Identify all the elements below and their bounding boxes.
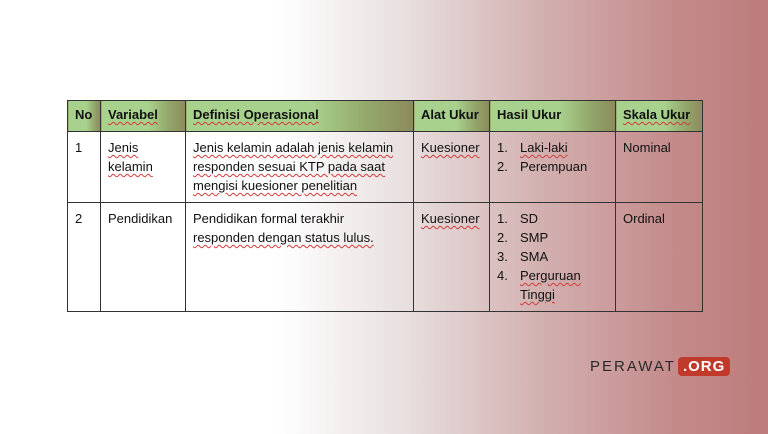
- cell-no: 2: [68, 203, 101, 312]
- list-item: 3. SMA: [497, 249, 549, 264]
- hasil-list: [497, 138, 609, 176]
- logo-text: PERAWAT: [590, 358, 676, 375]
- cell-hasil-ukur: [490, 132, 616, 203]
- cell-alat-ukur: Kuesioner: [414, 132, 490, 203]
- cell-hasil-ukur: [490, 203, 616, 312]
- header-no: No: [68, 101, 101, 132]
- list-item: 1. Laki-laki: [497, 140, 568, 155]
- logo-badge: .ORG: [678, 357, 730, 376]
- cell-variabel: Jenis kelamin: [101, 132, 186, 203]
- list-item: 2. SMP: [497, 230, 549, 245]
- cell-no: 1: [68, 132, 101, 203]
- table-header-row: [68, 101, 703, 132]
- header-alat-ukur: Alat Ukur: [414, 101, 490, 132]
- site-logo[interactable]: [590, 357, 730, 376]
- cell-alat-ukur: Kuesioner: [414, 203, 490, 312]
- hasil-list: [497, 209, 609, 304]
- header-definisi-operasional: Definisi Operasional: [186, 101, 414, 132]
- header-variabel: Variabel: [101, 101, 186, 132]
- cell-variabel: Pendidikan: [101, 203, 186, 312]
- list-item: 4. Perguruan Tinggi: [497, 268, 581, 302]
- list-item: 1. SD: [497, 211, 539, 226]
- cell-definisi: Pendidikan formal terakhir responden dengan status lulus.: [186, 203, 414, 312]
- header-skala-ukur: Skala Ukur: [616, 101, 703, 132]
- cell-definisi: Jenis kelamin adalah jenis kelamin responden sesuai KTP pada saat mengisi kuesioner penelitian: [186, 132, 414, 203]
- cell-skala-ukur: Nominal: [616, 132, 703, 203]
- list-item: 2. Perempuan: [497, 159, 588, 174]
- table-row: [68, 203, 703, 312]
- table-row: [68, 132, 703, 203]
- operational-definition-table: [67, 100, 703, 312]
- cell-skala-ukur: Ordinal: [616, 203, 703, 312]
- header-hasil-ukur: Hasil Ukur: [490, 101, 616, 132]
